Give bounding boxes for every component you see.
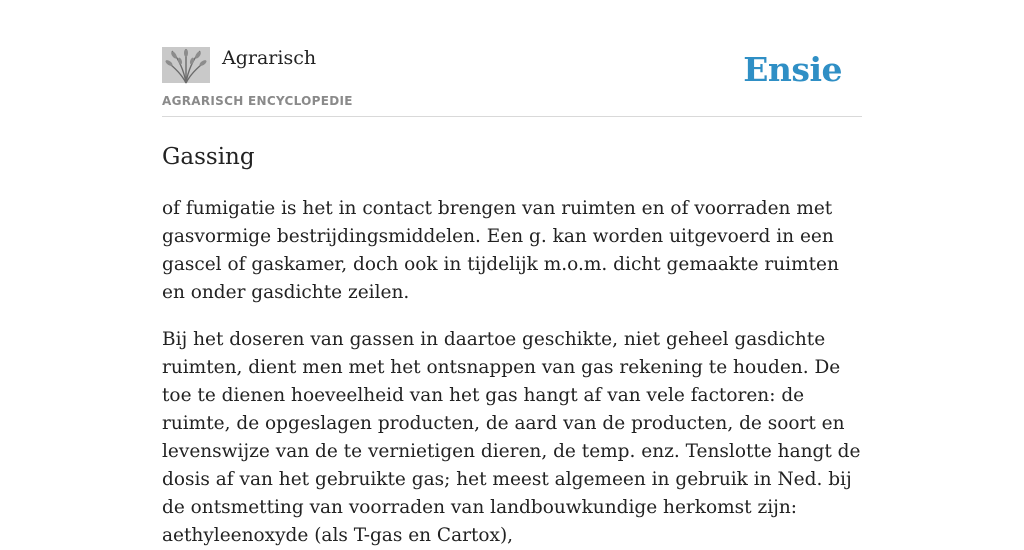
site-logo[interactable]: Ensie bbox=[743, 50, 842, 89]
article-paragraph: Bij het doseren van gassen in daartoe geschikte, niet geheel gasdichte ruimten, dient men met het ontsnappen van gas rekening te houden. De toe te dienen hoeveelheid van het gas hangt af van vele factoren: de ruimte, de opgeslagen producten, de aard van de producten, de soort en levenswijze van de te vernietigen dieren, de temp. enz. Tenslotte hangt de dosis af van het gebruikte gas; het meest algemeen in gebruik in Ned. bij de ontsmetting van voorraden van landbouwkundige herkomst zijn: aethyleenoxyde (als T-gas en Cartox), bbox=[162, 329, 861, 546]
page-title: Gassing bbox=[162, 144, 255, 170]
article-paragraph: of fumigatie is het in contact brengen van ruimten en of voorraden met gasvormige bestrijdingsmiddelen. Een g. kan worden uitgevoerd in een gascel of gaskamer, doch ook in tijdelijk m.o.m. dicht gemaakte ruimten en onder gasdichte zeilen. bbox=[162, 198, 839, 303]
page-container bbox=[162, 46, 862, 550]
brand-subtitle: AGRARISCH ENCYCLOPEDIE bbox=[162, 94, 353, 108]
page-header bbox=[162, 46, 862, 117]
brand-name[interactable]: Agrarisch bbox=[222, 47, 317, 69]
wheat-icon[interactable] bbox=[162, 47, 210, 83]
